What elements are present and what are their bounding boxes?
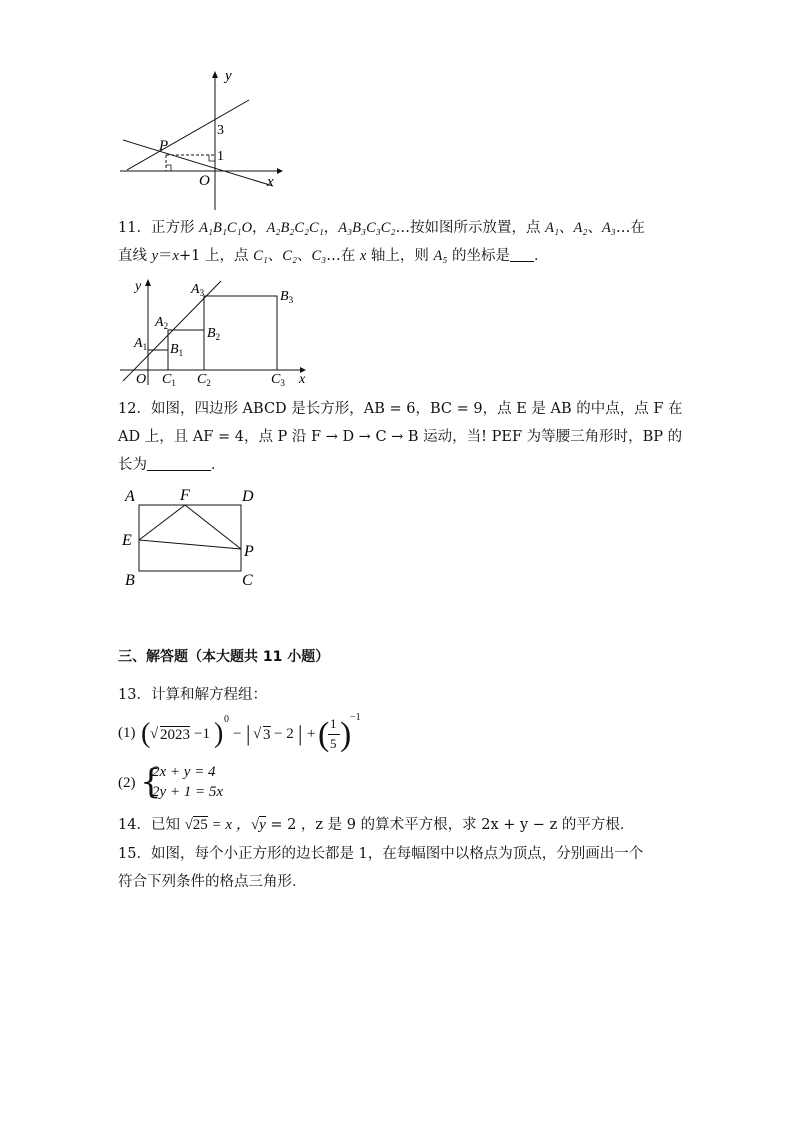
q11-line1: 11．正方形 A₁B₁C₁O，A₂B₂C₂C₁，A₃B₃C₃C₂…按如图所示放置，点 A₁、A₂、A₃…在 <box>118 220 645 236</box>
fig2-label-b3: $B_3$ <box>280 289 294 305</box>
q14-line: 14．已知 √25 = x ，√y = 2 ，z 是 9 的算术平方根，求 2x + y − z 的平方根． <box>118 817 635 833</box>
fig2-label-b2: $B_2$ <box>207 326 221 342</box>
fig2-label-c1: $C_1$ <box>162 372 176 388</box>
q15-line2: 符合下列条件的格点三角形． <box>118 874 307 890</box>
q12-line3: 长为 ． <box>118 457 226 473</box>
fig1-label-x: x <box>267 174 274 190</box>
q15-line1: 15．如图，每个小正方形的边长都是 1，在每幅图中以格点为顶点，分别画出一个 <box>118 846 644 862</box>
fig1-label-o: O <box>199 173 210 189</box>
fig2-label-o: O <box>136 372 147 387</box>
fig2-label-b1: $B_1$ <box>170 342 184 358</box>
fig2-label-a2: $A_2$ <box>155 315 169 331</box>
fig2-label-c2: $C_2$ <box>197 372 211 388</box>
figure-coordinate-lines <box>115 68 285 213</box>
figure-squares <box>115 277 315 389</box>
q11-answer-blank[interactable] <box>510 247 534 262</box>
q11-line2: 直线 y＝x+1 上，点 C₁、C₂、C₃…在 x 轴上，则 A₅ 的坐标是 ． <box>118 248 549 264</box>
fig2-label-x: x <box>299 372 306 387</box>
fig1-label-1: 1 <box>217 149 224 164</box>
q12-line2: AD 上，且 AF = 4，点 P 沿 F → D → C → B 运动，当! PEF 为等腰三角形时，BP 的 <box>118 429 683 445</box>
fig3-label-e: E <box>122 532 132 549</box>
q13-part1: (1) ( √ 2023 −1 ) 0 − | √ 3 − 2 | + ( 1 5 ) −1 <box>118 712 361 753</box>
fig3-label-p: P <box>244 543 254 560</box>
fig3-label-b: B <box>125 572 135 589</box>
fig3-label-f: F <box>180 487 190 504</box>
fig1-label-3: 3 <box>217 123 224 138</box>
q12-answer-blank[interactable] <box>147 456 211 471</box>
fig3-label-d: D <box>242 488 254 505</box>
fig2-label-c3: $C_3$ <box>271 372 285 388</box>
fig3-label-a: A <box>125 488 135 505</box>
q13-title: 13．计算和解方程组： <box>118 687 267 703</box>
fig1-label-p: P <box>159 138 169 154</box>
figure-rectangle <box>118 484 268 592</box>
fig2-label-a1: $A_1$ <box>134 336 148 352</box>
section-heading: 三、解答题（本大题共 11 小题） <box>118 649 330 665</box>
fig3-label-c: C <box>242 572 253 589</box>
fig2-label-y: y <box>135 279 142 294</box>
q12-line1: 12．如图，四边形 ABCD 是长方形，AB = 6，BC = 9，点 E 是 AB 的中点，点 F 在 <box>118 401 683 417</box>
q13-part2: (2) { 2x + y = 4 2y + 1 = 5x <box>118 762 224 802</box>
sqrt-2023: 2023 <box>160 727 190 743</box>
fig1-label-y: y <box>225 68 232 84</box>
fig2-label-a3: $A_3$ <box>191 282 205 298</box>
